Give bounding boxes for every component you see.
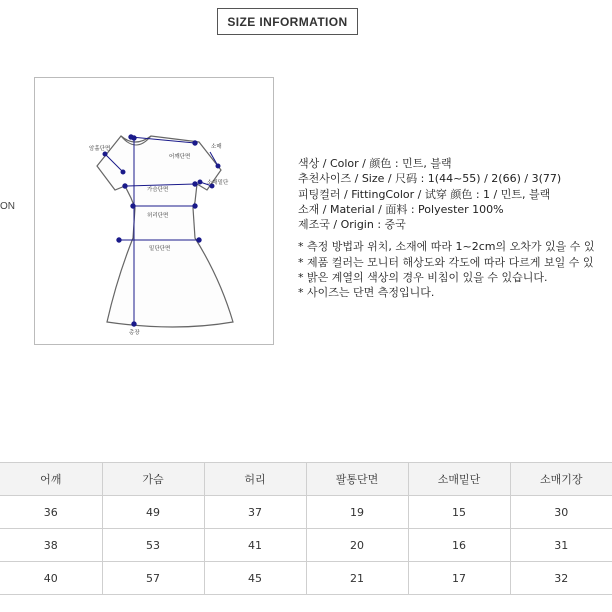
table-cell: 38 (0, 529, 102, 562)
table-cell: 32 (510, 562, 612, 595)
label-hem: 밑단단면 (149, 246, 171, 252)
info-notes (298, 239, 612, 300)
table-cell: 41 (204, 529, 306, 562)
cropped-side-label: ON (0, 201, 15, 212)
info-origin: 제조국 / Origin : 중국 (298, 218, 406, 232)
note-color: * 제품 컬러는 모니터 해상도와 각도에 따라 다르게 보일 수 있 (298, 255, 594, 269)
table-cell: 57 (102, 562, 204, 595)
header-waist: 허리 (204, 463, 306, 496)
header-shoulder: 어깨 (0, 463, 102, 496)
label-shoulder: 어깨단면 (169, 154, 191, 160)
label-sleeve: 소매 (211, 144, 222, 150)
table-row (0, 562, 612, 595)
dress-outline (97, 136, 233, 327)
dress-sketch (35, 78, 275, 346)
header-sleeve-hem: 소매밑단 (408, 463, 510, 496)
size-table-header (0, 463, 612, 496)
info-size: 추천사이즈 / Size / 尺码 : 1(44~55) / 2(66) / 3(77) (298, 172, 562, 186)
info-color: 색상 / Color / 颜色 : 민트, 블랙 (298, 157, 452, 170)
table-cell: 19 (306, 496, 408, 529)
label-chest: 가슴단면 (147, 187, 169, 193)
table-cell: 36 (0, 496, 102, 529)
table-cell: 40 (0, 562, 102, 595)
label-waist: 허리단면 (147, 213, 169, 219)
note-flat: * 사이즈는 단면 측정입니다. (298, 286, 435, 300)
note-sheer: * 밝은 계열의 색상의 경우 비침이 있을 수 있습니다. (298, 271, 548, 285)
label-armhole: 암홀단면 (89, 146, 111, 152)
info-material: 소재 / Material / 面料 : Polyester 100% (298, 202, 504, 216)
table-cell: 37 (204, 496, 306, 529)
size-information-title: SIZE INFORMATION (217, 8, 358, 35)
note-measurement: * 측정 방법과 위치, 소재에 따라 1~2cm의 오차가 있을 수 있 (298, 240, 595, 254)
header-sleeve-width: 팔통단면 (306, 463, 408, 496)
table-row (0, 496, 612, 529)
table-cell: 30 (510, 496, 612, 529)
measurement-diagram (34, 77, 274, 345)
header-chest: 가슴 (102, 463, 204, 496)
table-cell: 21 (306, 562, 408, 595)
table-cell: 45 (204, 562, 306, 595)
table-cell: 49 (102, 496, 204, 529)
table-cell: 20 (306, 529, 408, 562)
label-sleeve-hem: 소매밑단 (207, 180, 229, 186)
table-row (0, 529, 612, 562)
table-cell: 15 (408, 496, 510, 529)
info-fitting-color: 피팅컬러 / FittingColor / 试穿 颜色 : 1 / 민트, 블랙 (298, 187, 551, 201)
size-table (0, 462, 612, 595)
table-cell: 31 (510, 529, 612, 562)
table-cell: 16 (408, 529, 510, 562)
header-sleeve-length: 소매기장 (510, 463, 612, 496)
table-cell: 53 (102, 529, 204, 562)
label-length: 총장 (129, 330, 140, 336)
product-info (298, 156, 612, 301)
table-cell: 17 (408, 562, 510, 595)
